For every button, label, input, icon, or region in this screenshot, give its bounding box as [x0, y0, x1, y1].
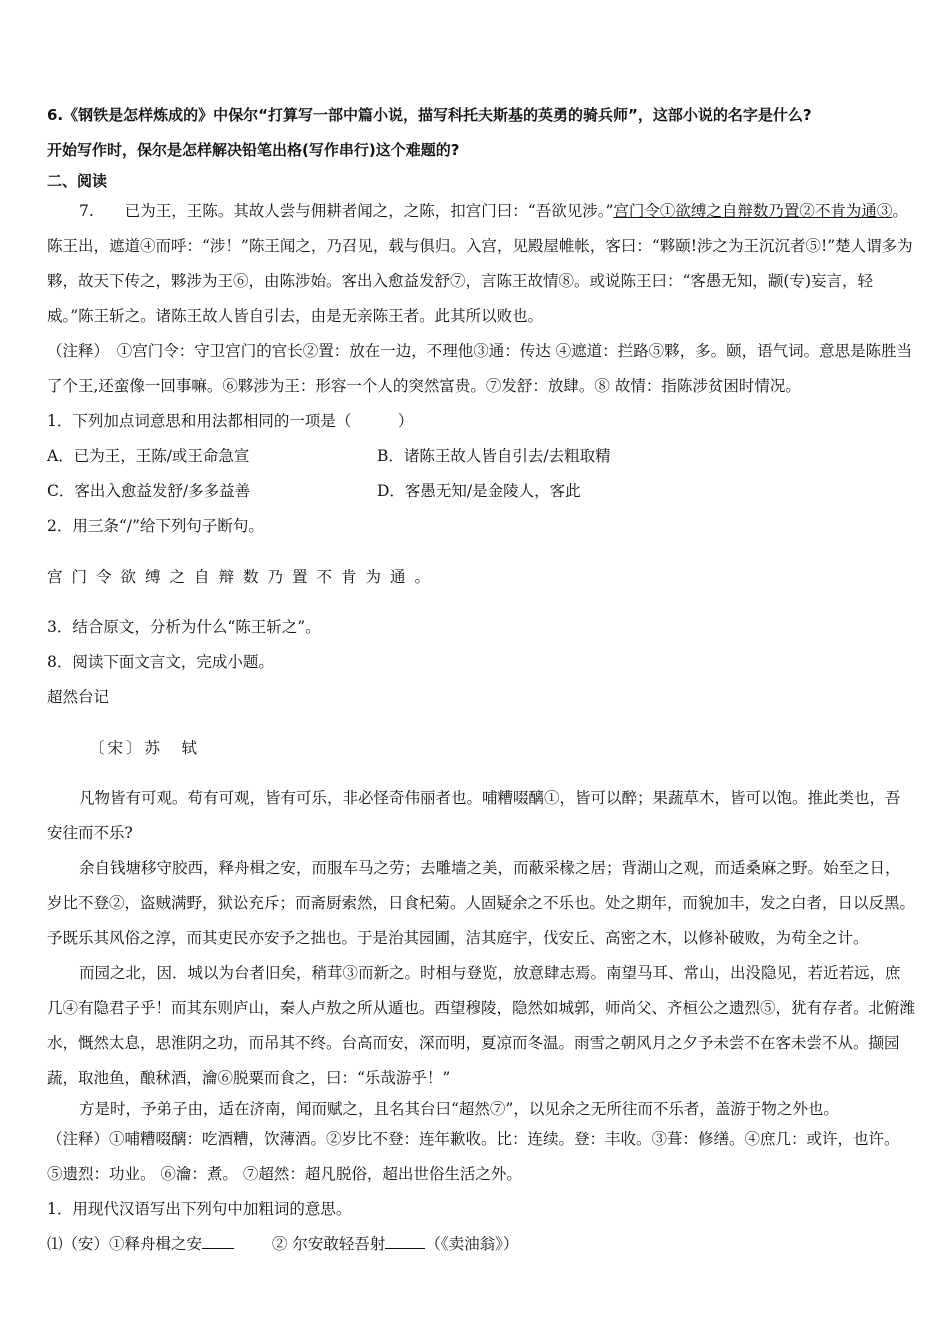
section-title: 二、阅读: [47, 172, 108, 190]
q7-passage: [47, 194, 915, 334]
q7-sub2: 2．用三条“/”给下列句子断句。: [47, 517, 264, 535]
q7-text-a: 7. 已为王，王陈。其故人尝与佣耕者闻之，之陈，扣宫门曰：“吾欲见涉。”: [79, 202, 614, 220]
q7-text-b: 。陈王出，遮道④而呼：“涉！”陈王闻之，乃召见，载与俱归。入宫，见殿屋帷帐，客曰：“夥颐!涉之为王沉沉者⑤!”楚人谓多为夥，故天下传之，夥涉为王⑥，由陈涉始。客出入愈益发舒⑦，言陈王故情⑧。或说陈王曰：“客愚无知，颛(专)妄言，轻威。”陈王斩之。诸陈王故人皆自引去，由是无亲陈王者。此其所以败也。: [47, 202, 913, 325]
q8-item-a: ⑴（安）①释舟楫之安: [47, 1235, 203, 1253]
q7-choices-row1: [47, 439, 915, 474]
q7-underlined-sentence: 宫门令①欲缚之自辩数乃置②不肯为通③: [613, 202, 893, 220]
q7-choices-row2: [47, 474, 915, 509]
answer-blank[interactable]: [385, 1234, 425, 1249]
q7-sub2-sentence: 宫门令欲缚之自辩数乃置不肯为通。: [47, 567, 440, 586]
q8-notes: （注释）①哺糟啜醨：吃酒糟，饮薄酒。②岁比不登：连年歉收。比：连续。登：丰收。③葺：修缮。④庶几：或许，也许。 ⑤遗烈：功业。 ⑥瀹：煮。 ⑦超然：超凡脱俗，超出世俗生活之外。: [47, 1130, 900, 1183]
q8-para2: 余自钱塘移守胶西，释舟楫之安，而服车马之劳；去雕墙之美，而蔽采椽之居；背湖山之观，而适桑麻之野。始至之日，岁比不登②，盗贼满野，狱讼充斥；而斋厨索然，日食杞菊。人固疑余之不乐也。处之期年，而貌加丰，发之白者，日以反黑。予既乐其风俗之淳，而其吏民亦安予之拙也。于是治其园圃，洁其庭宇，伐安丘、高密之木，以修补破败，为苟全之计。: [47, 859, 916, 947]
q8-para4: 方是时，予弟子由，适在济南，闻而赋之，且名其台曰“超然⑦”，以见余之无所往而不乐者，盖游于物之外也。: [79, 1100, 839, 1118]
choice-d: D．客愚无知/是金陵人，客此: [377, 482, 581, 500]
q8-item-c: （《卖油翁》）: [425, 1235, 519, 1253]
choice-c: C．客出入愈益发舒/多多益善: [47, 482, 251, 500]
answer-blank[interactable]: [202, 1234, 234, 1249]
q8-intro: 8．阅读下面文言文，完成小题。: [47, 653, 274, 671]
q8-author: 〔宋〕苏 轼: [89, 738, 201, 757]
q6-line2: 开始写作时，保尔是怎样解决铅笔出格(写作串行)这个难题的?: [47, 141, 460, 159]
q8-sub1-items: [47, 1227, 915, 1262]
q7-notes: （注释） ①宫门令：守卫宫门的官长②置：放在一边，不理他③通：传达 ④遮道：拦路⑤夥，多。颐，语气词。意思是陈胜当了个王,还蛮像一回事嘛。⑥夥涉为王：形容一个人的突然富贵。⑦发舒：放肆。⑧ 故情：指陈涉贫困时情况。: [47, 342, 913, 395]
q7-sub1: 1．下列加点词意思和用法都相同的一项是（ ）: [47, 412, 414, 430]
choice-a: A．已为王，王陈/或王命急宣: [47, 447, 250, 465]
document-page: [47, 98, 915, 1262]
q8-title: 超然台记: [47, 688, 110, 706]
q8-item-b: ② 尔安敢轻吾射: [271, 1235, 386, 1253]
q8-para1: 凡物皆有可观。苟有可观，皆有可乐，非必怪奇伟丽者也。哺糟啜醨①，皆可以醉；果蔬草木，皆可以饱。推此类也，吾安往而不乐?: [47, 789, 901, 842]
q6-line1: 6.《钢铁是怎样炼成的》中保尔“打算写一部中篇小说，描写科托夫斯基的英勇的骑兵师”，这部小说的名字是什么?: [47, 106, 812, 124]
q8-sub1: 1．用现代汉语写出下列句中加粗词的意思。: [47, 1200, 352, 1218]
choice-b: B．诸陈王故人皆自引去/去粗取精: [377, 447, 611, 465]
q8-para3: 而园之北，因．城以为台者旧矣，稍茸③而新之。时相与登览，放意肆志焉。南望马耳、常山，出没隐见，若近若远，庶几④有隐君子乎！而其东则庐山，秦人卢敖之所从遁也。西望穆陵，隐然如城郭，师尚父、齐桓公之遗烈⑤，犹有存者。北俯潍水，慨然太息，思淮阴之功，而吊其不终。台高而安，深而明，夏凉而冬温。雨雪之朝风月之夕予未尝不在客未尝不从。撷园蔬，取池鱼，酿秫酒，瀹⑥脱粟而食之，曰：“乐哉游乎！”: [47, 964, 916, 1087]
q7-sub3: 3．结合原文，分析为什么“陈王斩之”。: [47, 618, 321, 636]
